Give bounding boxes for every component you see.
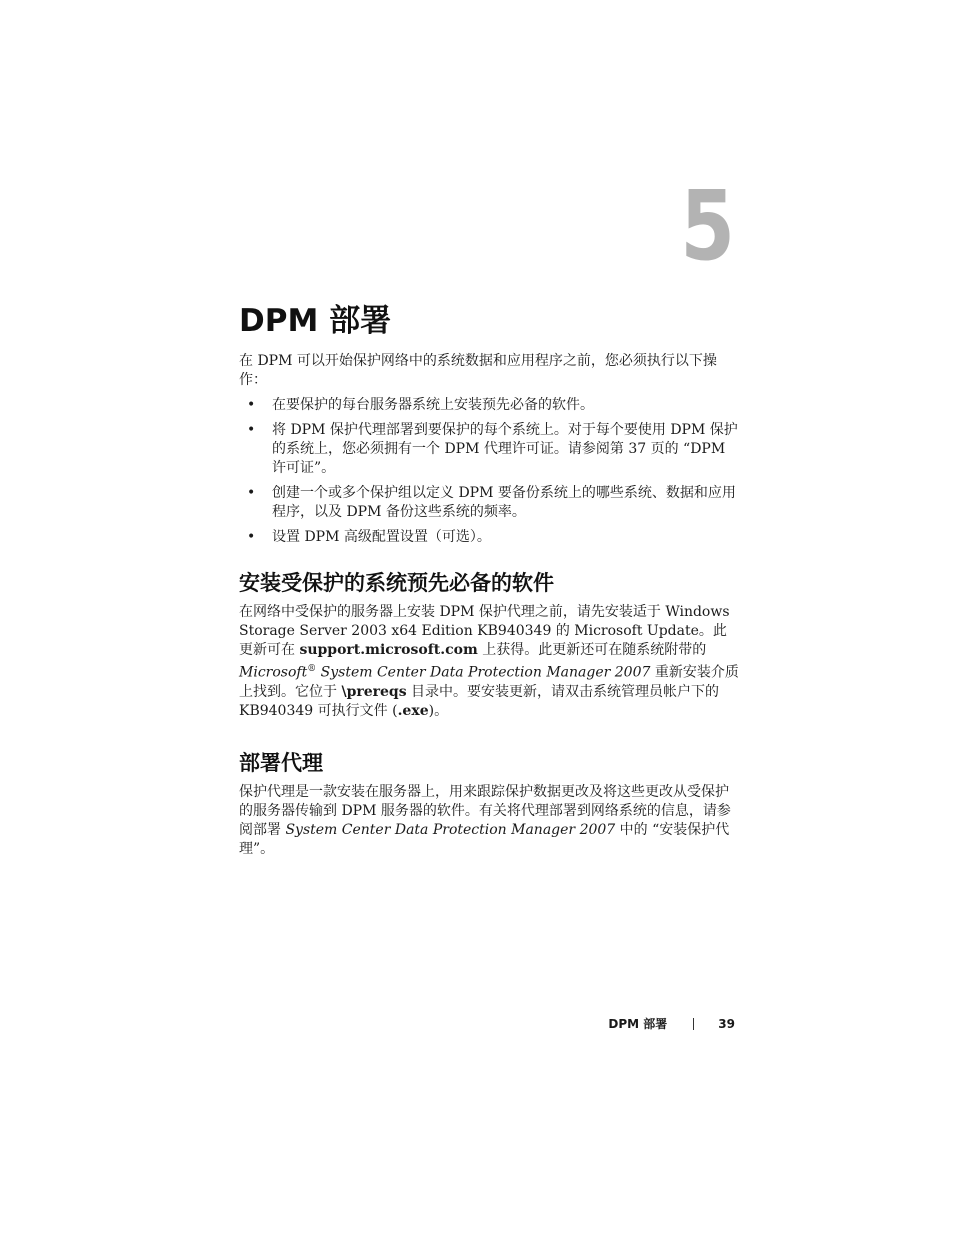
page-number: 39 (718, 1017, 735, 1031)
text-run: )。 (428, 702, 449, 719)
list-item-text: 将 DPM 保护代理部署到要保护的每个系统上。对于每个要使用 DPM 保护的系统上，您必须拥有一个 DPM 代理许可证。请参阅第 37 页的 “DPM 许可证”。 (272, 422, 738, 476)
list-item-text: 创建一个或多个保护组以定义 DPM 要备份系统上的哪些系统、数据和应用程序，以及 DPM 备份这些系统的频率。 (272, 485, 736, 520)
list-item-text: 设置 DPM 高级配置设置（可选）。 (272, 529, 491, 545)
page-footer (560, 1016, 735, 1032)
footer-divider (693, 1018, 694, 1030)
intro-paragraph: 在 DPM 可以开始保护网络中的系统数据和应用程序之前，您必须执行以下操作： (239, 353, 717, 388)
text-run: 重新安装介质上找到。它位于 (239, 664, 739, 700)
text-run: 目录中。要安装更新，请双击系统管理员帐户下的 KB940349 可执行文件 ( (239, 683, 720, 719)
bullet-marker: • (247, 397, 256, 413)
page-content (239, 302, 739, 859)
prerequisites-paragraph (239, 603, 739, 721)
text-run: 保护代理是一款安装在服务器上，用来跟踪保护数据更改及将这些更改从受保护的服务器传输到 DPM 服务器的软件。有关将代理部署到网络系统的信息，请参阅部署 (239, 783, 731, 838)
text-run: 在网络中受保护的服务器上安装 DPM 保护代理之前，请先安装适于 Windows Storage Server 2003 x64 Edition KB940349 的 Microsoft Update。此更新可在 (239, 604, 730, 658)
list-item-text: 在要保护的每台服务器系统上安装预先必备的软件。 (272, 397, 594, 413)
exe-extension: .exe (397, 702, 429, 719)
section-heading-deploy-agent: 部署代理 (239, 750, 323, 775)
list-item (239, 421, 739, 478)
chapter-number: 5 (680, 170, 735, 282)
registered-mark: ® (307, 664, 317, 674)
support-link[interactable]: support.microsoft.com (299, 642, 478, 658)
text-run: 中的 “安装保护代理”。 (239, 821, 730, 857)
text-run: 上获得。此更新还可在随系统附带的 (477, 642, 707, 658)
chapter-title: DPM 部署 (239, 303, 392, 339)
bullet-marker: • (247, 422, 256, 438)
list-item (239, 484, 739, 522)
deploy-agent-paragraph (239, 783, 739, 859)
product-name-rest: System Center Data Protection Manager 2007 (316, 664, 651, 681)
product-name: Microsoft (239, 664, 308, 681)
prereqs-path: \prereqs (341, 683, 407, 700)
section-heading-prerequisites: 安装受保护的系统预先必备的软件 (239, 571, 554, 595)
task-list (239, 396, 739, 547)
list-item (239, 528, 739, 547)
product-name: System Center Data Protection Manager 2007 (285, 821, 616, 838)
bullet-marker: • (247, 529, 256, 545)
footer-chapter-title: DPM 部署 (608, 1017, 668, 1031)
list-item (239, 396, 739, 415)
bullet-marker: • (247, 485, 256, 501)
